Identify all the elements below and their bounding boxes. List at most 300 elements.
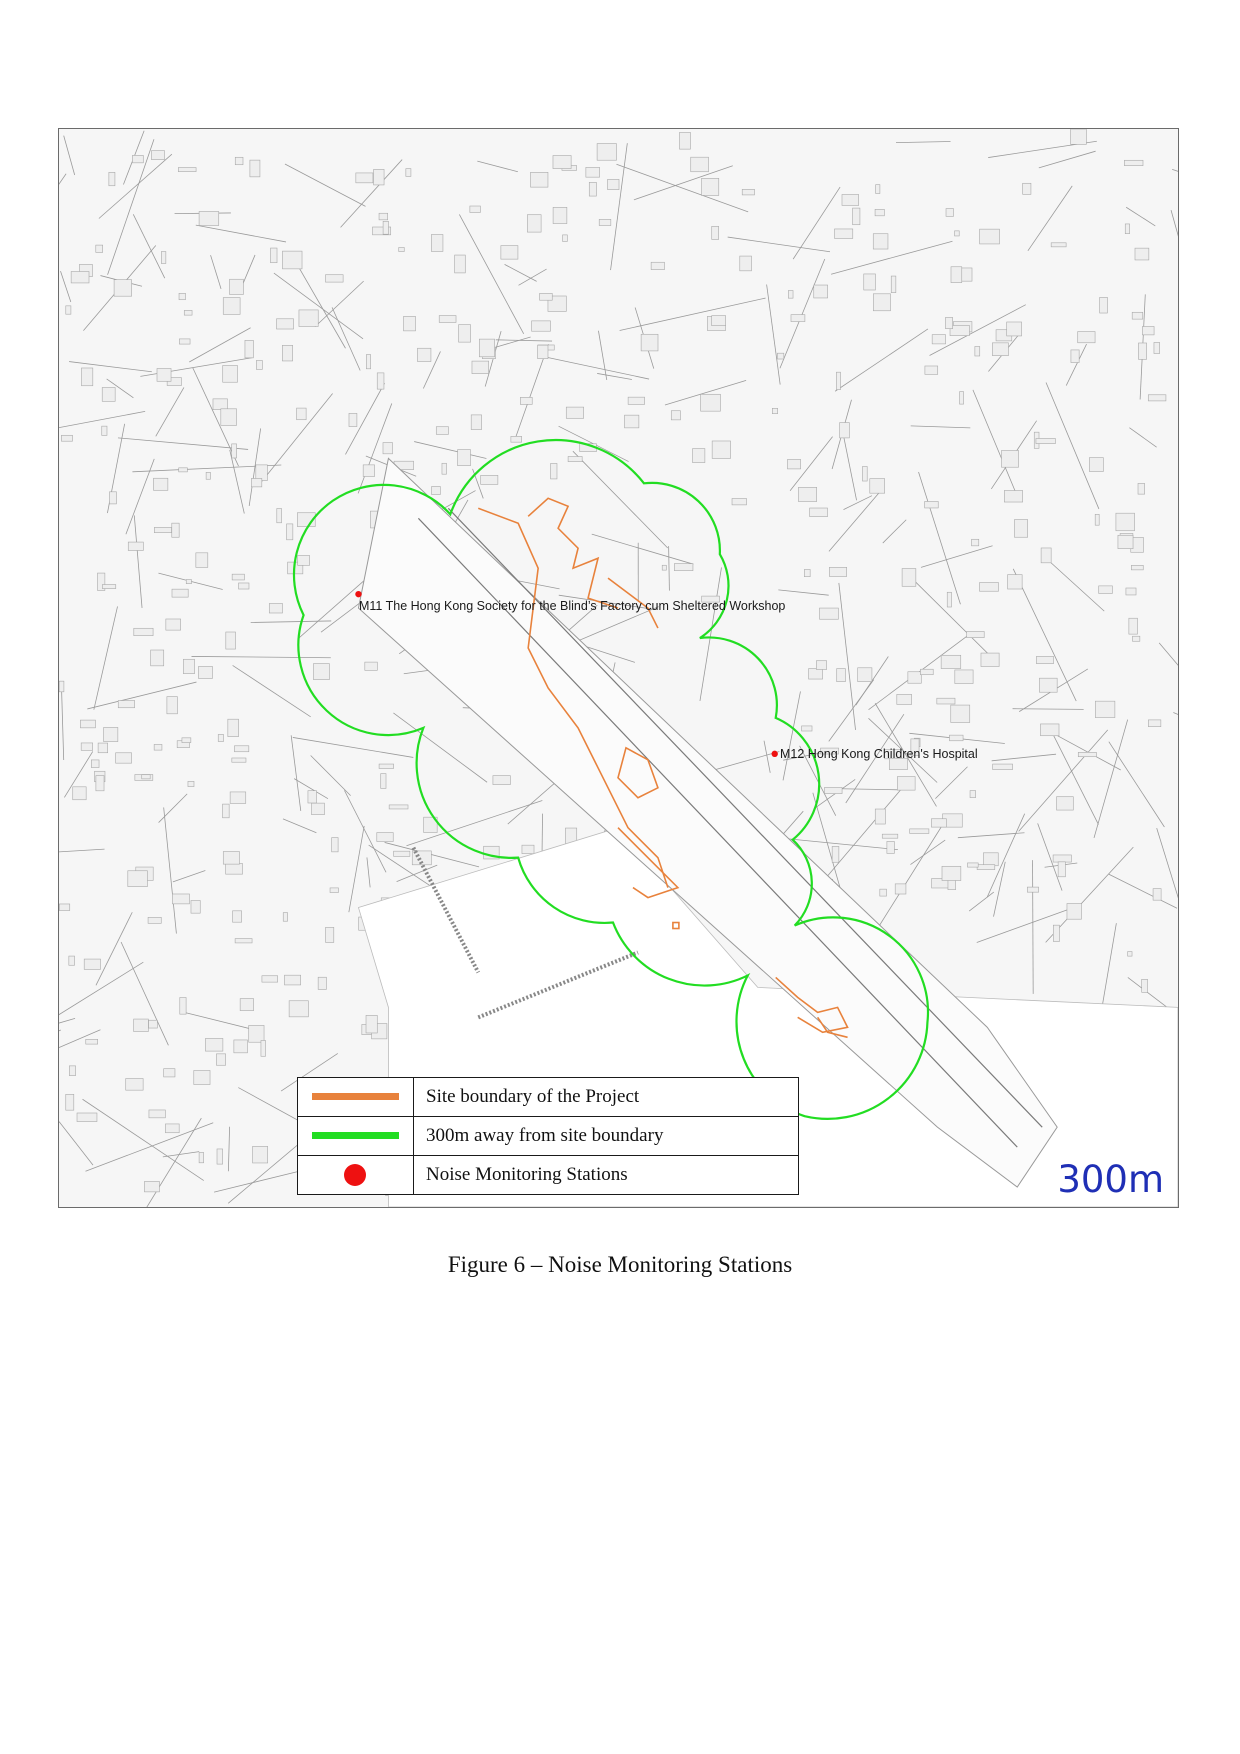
building-block	[1126, 588, 1136, 595]
street-line	[164, 807, 177, 933]
building-block	[66, 306, 71, 314]
street-line	[778, 590, 828, 595]
street-line	[1129, 428, 1156, 448]
building-block	[84, 959, 100, 969]
street-line	[780, 259, 825, 368]
legend-label: Noise Monitoring Stations	[426, 1164, 628, 1185]
street-line	[257, 394, 332, 487]
building-block	[671, 411, 680, 420]
building-block	[81, 368, 92, 386]
street-line	[1094, 720, 1128, 838]
building-block	[1148, 395, 1166, 401]
street-line	[61, 684, 63, 760]
building-block	[597, 144, 616, 161]
building-block	[1058, 862, 1065, 877]
building-block	[326, 927, 334, 942]
street-line	[173, 871, 205, 882]
base-map	[59, 129, 1178, 1207]
building-block	[1053, 925, 1059, 941]
building-block	[531, 172, 548, 187]
street-line	[1046, 383, 1099, 509]
building-block	[955, 670, 973, 684]
building-block	[1027, 887, 1038, 892]
street-line	[1157, 828, 1178, 928]
building-block	[586, 167, 600, 177]
building-block	[269, 604, 282, 613]
street-line	[496, 337, 531, 347]
building-block	[481, 475, 498, 484]
building-block	[179, 468, 188, 472]
building-block	[73, 787, 86, 800]
building-block	[253, 1146, 268, 1163]
building-block	[232, 444, 237, 458]
street-line	[616, 164, 748, 212]
building-block	[230, 792, 246, 803]
street-line	[1028, 186, 1072, 251]
building-block	[102, 585, 115, 589]
building-block	[289, 1001, 308, 1017]
building-block	[946, 317, 953, 328]
building-block	[1001, 450, 1018, 467]
street-line	[921, 546, 993, 568]
building-block	[383, 443, 392, 454]
building-block	[262, 976, 278, 982]
station-marker-m11	[355, 591, 361, 597]
building-block	[1007, 322, 1022, 336]
building-block	[1057, 797, 1074, 810]
building-block	[299, 310, 318, 327]
building-block	[431, 235, 443, 252]
building-block	[128, 871, 148, 887]
building-block	[1125, 224, 1129, 234]
building-block	[96, 245, 103, 252]
building-block	[1041, 548, 1051, 563]
building-block	[1131, 565, 1143, 570]
building-block	[98, 743, 108, 753]
building-block	[383, 221, 388, 234]
building-block	[151, 650, 164, 666]
building-block	[81, 743, 93, 750]
building-block	[628, 397, 644, 404]
building-block	[814, 285, 828, 298]
building-block	[399, 247, 405, 251]
street-line	[1126, 207, 1155, 226]
building-block	[1128, 952, 1132, 957]
building-block	[842, 195, 859, 206]
building-block	[249, 1025, 264, 1042]
street-line	[793, 187, 840, 259]
building-block	[925, 366, 938, 374]
building-block	[740, 256, 752, 271]
street-line	[592, 534, 694, 564]
building-block	[284, 975, 300, 985]
building-block	[216, 1054, 225, 1065]
building-block	[223, 365, 238, 382]
scale-label: 300m	[1057, 1158, 1164, 1201]
building-block	[297, 408, 307, 420]
building-block	[228, 719, 239, 736]
building-block	[325, 275, 343, 282]
building-block	[377, 373, 384, 389]
building-block	[167, 697, 178, 714]
building-block	[820, 608, 839, 619]
street-line	[134, 515, 142, 608]
street-line	[133, 214, 164, 278]
building-block	[875, 809, 885, 824]
building-block	[61, 435, 72, 441]
building-block	[787, 459, 800, 468]
street-line	[573, 451, 668, 548]
building-block	[233, 911, 242, 922]
street-line	[291, 735, 301, 811]
building-block	[196, 553, 208, 568]
street-line	[233, 665, 311, 716]
building-block	[406, 169, 411, 177]
building-block	[186, 580, 191, 584]
street-line	[505, 264, 537, 281]
building-block	[876, 185, 880, 194]
building-block	[198, 666, 212, 678]
building-block	[86, 1039, 98, 1044]
building-block	[553, 207, 567, 223]
street-line	[238, 1088, 300, 1122]
building-block	[459, 325, 471, 342]
street-line	[896, 142, 951, 143]
building-block	[791, 315, 805, 322]
building-block	[59, 904, 69, 911]
building-block	[864, 274, 876, 290]
building-block	[977, 865, 995, 870]
building-block	[318, 977, 326, 989]
building-block	[142, 775, 150, 779]
building-block	[77, 1113, 97, 1122]
building-block	[712, 226, 719, 239]
building-block	[199, 1152, 204, 1162]
building-block	[154, 527, 171, 532]
building-block	[829, 567, 846, 576]
building-block	[470, 206, 481, 212]
building-block	[144, 1181, 159, 1191]
building-block	[109, 172, 115, 185]
building-block	[436, 427, 448, 435]
building-block	[902, 569, 916, 587]
building-block	[479, 339, 494, 357]
building-block	[946, 209, 953, 217]
street-line	[367, 857, 370, 887]
building-block	[182, 738, 191, 743]
building-block	[282, 345, 292, 361]
building-block	[862, 466, 867, 481]
building-block	[1067, 904, 1081, 920]
station-dot-swatch	[344, 1164, 366, 1186]
building-block	[261, 1040, 266, 1056]
building-block	[937, 698, 955, 704]
building-block	[134, 628, 153, 635]
street-line	[611, 143, 628, 270]
building-block	[271, 248, 278, 263]
building-block	[1148, 720, 1161, 727]
street-line	[843, 435, 856, 501]
building-block	[967, 631, 985, 637]
building-block	[455, 255, 466, 273]
building-block	[128, 542, 143, 550]
street-line	[59, 1018, 75, 1052]
building-block	[897, 694, 912, 704]
street-line	[728, 237, 830, 252]
building-block	[777, 353, 783, 359]
station-marker-m12	[772, 751, 778, 757]
street-line	[159, 794, 188, 823]
building-block	[568, 457, 582, 462]
building-block	[641, 334, 658, 351]
building-block	[66, 1094, 74, 1110]
street-line	[992, 754, 1056, 761]
street-line	[228, 1127, 229, 1172]
street-line	[61, 271, 71, 302]
street-line	[243, 255, 255, 284]
building-block	[798, 487, 816, 501]
building-block	[951, 705, 970, 722]
building-block	[875, 209, 884, 215]
street-line	[977, 905, 1081, 942]
building-block	[810, 508, 828, 517]
building-block	[968, 863, 979, 867]
street-line	[598, 331, 606, 380]
building-block	[1071, 350, 1079, 363]
building-block	[951, 267, 962, 283]
building-block	[920, 669, 933, 674]
street-line	[344, 790, 386, 872]
street-line	[545, 357, 649, 379]
building-block	[179, 339, 190, 344]
building-block	[377, 833, 393, 842]
building-block	[178, 168, 196, 172]
building-block	[381, 774, 386, 789]
building-block	[104, 727, 118, 741]
map-legend	[297, 1077, 799, 1195]
building-block	[691, 157, 709, 172]
building-block	[166, 619, 181, 630]
buffer-line-swatch	[312, 1132, 399, 1139]
street-line	[108, 139, 154, 274]
building-block	[149, 1110, 165, 1118]
building-block	[701, 394, 721, 411]
building-block	[365, 662, 377, 670]
building-block	[432, 486, 441, 494]
building-block	[897, 777, 915, 791]
building-block	[213, 399, 227, 410]
street-line	[196, 225, 286, 242]
building-block	[379, 764, 394, 768]
building-block	[418, 348, 431, 361]
building-block	[493, 776, 510, 785]
building-block	[184, 310, 192, 315]
building-block	[96, 776, 104, 791]
building-block	[553, 156, 571, 169]
building-block	[206, 472, 210, 479]
building-block	[188, 781, 194, 786]
street-line	[839, 583, 856, 730]
building-block	[891, 276, 896, 293]
building-block	[887, 841, 894, 853]
street-line	[59, 1122, 93, 1166]
building-block	[853, 208, 860, 225]
building-block	[363, 465, 374, 477]
building-block	[1040, 724, 1059, 736]
building-block	[882, 834, 898, 838]
street-line	[915, 581, 998, 663]
building-block	[91, 760, 99, 768]
street-line	[315, 281, 364, 327]
street-line	[700, 567, 722, 701]
building-block	[230, 279, 244, 294]
street-line	[669, 546, 670, 591]
building-block	[538, 345, 548, 358]
building-block	[910, 829, 929, 834]
building-block	[742, 189, 754, 195]
building-block	[858, 668, 872, 682]
building-block	[1153, 889, 1161, 901]
station-label-m12: M12 Hong Kong Children's Hospital	[780, 747, 978, 761]
building-block	[980, 583, 999, 592]
street-line	[163, 1152, 199, 1157]
street-line	[87, 682, 196, 709]
building-block	[832, 846, 839, 862]
street-line	[844, 496, 872, 510]
building-block	[194, 1070, 210, 1084]
building-block	[975, 347, 980, 356]
building-block	[161, 252, 166, 264]
building-block	[1023, 183, 1031, 194]
building-block	[563, 235, 568, 242]
building-block	[532, 321, 551, 331]
building-block	[226, 632, 236, 649]
building-block	[172, 894, 189, 904]
building-block	[59, 681, 64, 692]
building-block	[960, 268, 972, 281]
building-block	[983, 853, 998, 866]
street-line	[496, 340, 552, 341]
building-block	[313, 664, 329, 680]
building-block	[149, 1020, 158, 1028]
street-line	[1033, 860, 1034, 994]
street-line	[833, 789, 898, 790]
building-block	[1078, 752, 1096, 756]
figure-caption: Figure 6 – Noise Monitoring Stations	[447, 1252, 793, 1277]
street-line	[1172, 169, 1178, 190]
building-block	[1078, 332, 1095, 343]
building-block	[941, 655, 961, 668]
street-line	[156, 387, 184, 436]
building-block	[287, 524, 293, 540]
site-boundary-line-swatch	[312, 1093, 399, 1100]
building-block	[223, 298, 240, 315]
building-block	[960, 392, 964, 404]
building-block	[118, 701, 134, 708]
building-block	[1036, 656, 1053, 663]
street-line	[64, 136, 75, 175]
street-line	[59, 962, 143, 1036]
building-block	[102, 426, 107, 435]
building-block	[183, 659, 194, 673]
street-line	[1039, 151, 1096, 168]
building-block	[873, 294, 890, 311]
building-block	[1154, 342, 1160, 353]
building-block	[1142, 979, 1148, 992]
street-line	[349, 826, 364, 912]
street-line	[1050, 732, 1121, 770]
building-block	[349, 413, 357, 426]
building-block	[148, 917, 161, 923]
building-block	[114, 280, 132, 296]
street-line	[414, 442, 486, 459]
street-line	[285, 164, 366, 206]
street-line	[1173, 712, 1178, 746]
building-block	[1118, 535, 1133, 548]
building-block	[825, 787, 843, 793]
building-block	[712, 316, 726, 326]
building-block	[223, 804, 230, 818]
building-block	[217, 1149, 223, 1164]
street-line	[183, 1012, 259, 1031]
building-block	[102, 388, 115, 402]
building-block	[240, 999, 253, 1011]
building-block	[116, 753, 132, 763]
building-block	[772, 408, 777, 413]
street-line	[910, 840, 945, 864]
street-line	[283, 819, 316, 833]
street-line	[1109, 874, 1177, 908]
street-line	[230, 450, 245, 514]
legend-symbol-cell	[298, 1117, 414, 1155]
building-block	[374, 169, 384, 185]
building-block	[282, 251, 302, 269]
building-block	[981, 653, 999, 666]
street-line	[59, 1030, 61, 1044]
building-block	[693, 449, 705, 463]
building-block	[1099, 586, 1113, 594]
building-block	[566, 407, 583, 418]
building-block	[674, 564, 693, 571]
building-block	[732, 499, 746, 505]
legend-symbol-cell	[298, 1078, 414, 1116]
building-block	[836, 372, 840, 389]
building-block	[332, 838, 338, 852]
street-line	[1046, 558, 1104, 611]
building-block	[1051, 243, 1066, 247]
building-block	[298, 555, 310, 565]
building-block	[234, 1040, 248, 1053]
building-block	[816, 661, 826, 670]
building-block	[366, 355, 370, 369]
building-block	[472, 361, 489, 374]
building-block	[1138, 343, 1146, 359]
building-block	[312, 803, 325, 815]
building-block	[1129, 618, 1138, 634]
building-block	[71, 272, 89, 283]
street-line	[59, 849, 105, 852]
building-block	[80, 720, 95, 728]
building-block	[471, 415, 481, 430]
building-block	[1089, 458, 1103, 472]
building-block	[1036, 438, 1055, 443]
street-line	[99, 154, 172, 218]
street-line	[764, 741, 770, 773]
building-block	[232, 758, 246, 762]
building-block	[1138, 483, 1145, 494]
building-block	[1071, 129, 1087, 144]
building-block	[239, 583, 249, 589]
